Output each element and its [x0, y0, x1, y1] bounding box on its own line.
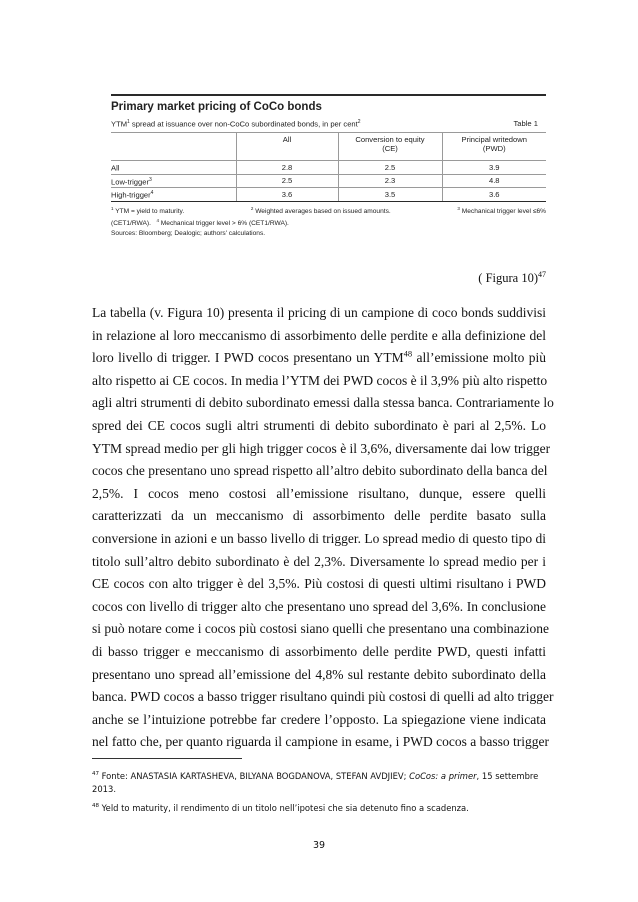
figure-caption: ( Figura 10)$^{47}$ — [478, 270, 546, 286]
figure-subtitle — [111, 119, 361, 130]
body-line: anche se l’intuizione potrebbe far credere l’opposto. La spiegazione viene indicata — [92, 711, 546, 727]
body-line: CE cocos con alto trigger è del 3,5%. Più costosi di questi ultimi risultano i PWD — [92, 576, 546, 592]
body-line: La tabella (v. Figura 10) presenta il pricing di un campione di coco bonds suddivisi — [92, 305, 546, 320]
figure-notes — [111, 204, 546, 228]
table-row — [111, 188, 546, 202]
body-line: banca. PWD cocos a basso trigger risultano quindi più costosi di quelli ad alto trigger — [92, 689, 554, 705]
subtitle-text: spread at issuance over non-CoCo subordinated bonds, in per cent — [129, 119, 358, 129]
subtitle-ytm: YTM — [111, 119, 128, 129]
subtitle-sup-2: 2 — [357, 119, 361, 125]
footnotes — [92, 768, 552, 819]
cell-ce: 2.5 — [338, 161, 442, 175]
figure-table-image — [111, 94, 546, 237]
table-header-row — [111, 133, 546, 161]
footnote-47: $^{47}$ Fonte: ANASTASIA KARTASHEVA, BILYANA BOGDANOVA, STEFAN AVDJIEV; CoCos: a primer, 15 settembre 2013. — [92, 770, 539, 794]
body-line: di basso trigger e meccanismo di assorbimento delle perdite PWD, questi infatti — [92, 643, 546, 659]
pricing-table — [111, 132, 546, 202]
cell-ce: 3.5 — [338, 188, 442, 202]
body-line: nel fatto che, per quanto riguarda il campione in esame, i PWD cocos a basso trigger — [92, 734, 549, 750]
cell-pwd: 3.6 — [442, 188, 546, 202]
body-paragraph — [92, 302, 554, 754]
footnote-48: $^{48}$ Yeld to maturity, il rendimento di un titolo nell’ipotesi che sia detenuto fino a scadenza. — [92, 802, 469, 813]
table-row — [111, 174, 546, 188]
figure-title: Primary market pricing of CoCo bonds — [111, 94, 546, 116]
cell-all: 3.6 — [236, 188, 338, 202]
body-line: loro livello di trigger. I PWD cocos presentano un YTM$^{48}$ all’emissione molto più — [92, 348, 546, 366]
body-line: si può notare come i cocos più costosi siano quelli che presentano una combinazione — [92, 621, 549, 637]
cell-all: 2.5 — [236, 174, 338, 188]
page-number: 39 — [312, 840, 326, 851]
footnote-divider — [92, 758, 242, 759]
figure-subtitle-row — [111, 119, 546, 130]
body-line: YTM spread medio per gli high trigger cocos è il 3,6%, diversamente dai low trigger — [92, 440, 551, 456]
header-all: All — [236, 133, 338, 161]
cell-pwd: 4.8 — [442, 174, 546, 188]
body-line: spred dei CE cocos sugli altri strumenti di debito subordinato è pari al 2,5%. Lo — [92, 417, 546, 433]
row-label: Low-trigger$^3$ — [111, 174, 236, 188]
header-ce: Conversion to equity (CE) — [338, 133, 442, 161]
body-line: in relazione al loro meccanismo di assorbimento delle perdite e alla definizione del — [92, 327, 546, 343]
cell-ce: 2.3 — [338, 174, 442, 188]
header-empty — [111, 133, 236, 161]
cell-all: 2.8 — [236, 161, 338, 175]
subtitle-sup-1: 1 — [127, 119, 130, 125]
footnote-ref-47[interactable]: 47 — [538, 270, 546, 279]
body-line: agli altri strumenti di debito subordinato emessi dalla stessa banca. Contrariamente lo — [92, 395, 554, 411]
row-label: High-trigger$^4$ — [111, 188, 236, 202]
body-line: 2,5%. I cocos meno costosi all’emissione risultano, dunque, essere quelli — [92, 485, 546, 501]
cell-pwd: 3.9 — [442, 161, 546, 175]
footnote-ref-48[interactable]: 48 — [403, 348, 413, 359]
header-pwd: Principal writedown (PWD) — [442, 133, 546, 161]
body-line: cocos con livello di trigger alto che presentano uno spread del 3,6%. In conclusione — [92, 598, 546, 614]
table-label: Table 1 — [513, 119, 538, 128]
notes-line-2: (CET1/RWA). $^4$ Mechanical trigger level > 6% (CET1/RWA). — [111, 217, 289, 227]
row-label: All — [111, 161, 236, 175]
figure-source: Sources: Bloomberg; Dealogic; authors' calculations. — [111, 229, 266, 237]
table-row — [111, 161, 546, 175]
body-line: conversione in azioni e un basso livello di trigger. Lo spread medio di questo tipo di — [92, 530, 546, 546]
body-line: titolo sull’altro debito subordinato è del 2,3%. Diversamente lo spread medio per i — [92, 553, 546, 569]
body-line: presentano uno spread all’emissione del 4,8% sul restante debito subordinato della — [92, 666, 546, 682]
body-line: cocos che presentano uno spread rispetto all’altro debito subordinato della banca del — [92, 463, 548, 479]
body-line: alto rispetto ai CE cocos. In media l’YTM dei PWD cocos è il 3,9% più alto rispetto — [92, 372, 548, 388]
body-line: caratterizzati da un meccanismo di assorbimento delle perdite basato sulla — [92, 508, 546, 524]
notes-line-1: $^1$ YTM = yield to maturity. $^2$ Weighted averages based on issued amounts. $^3$ Mechanical trigger level ≤6% — [111, 205, 546, 215]
